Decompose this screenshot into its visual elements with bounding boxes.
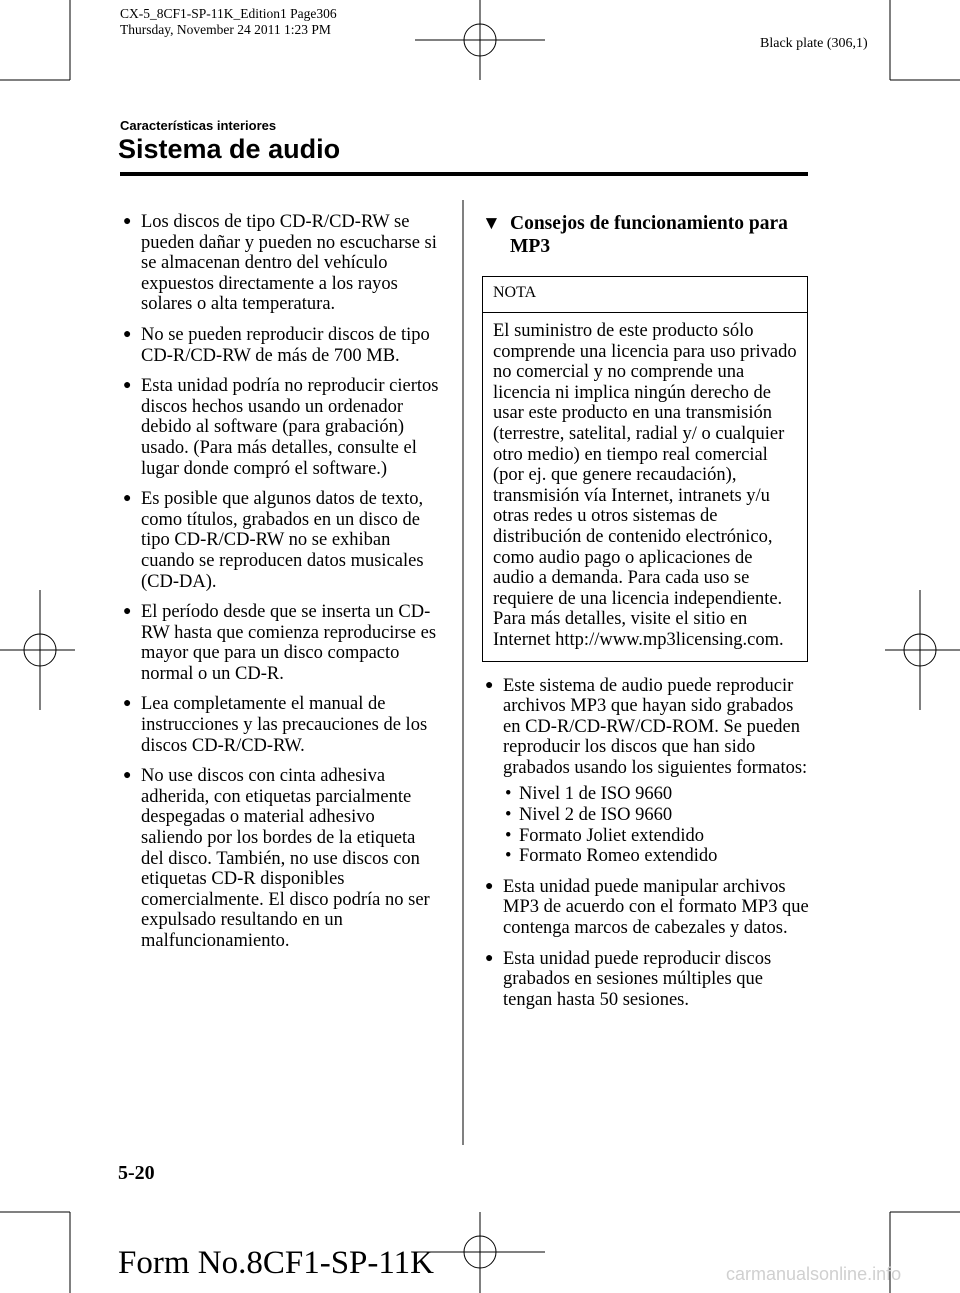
- print-meta-line-2: Thursday, November 24 2011 1:23 PM: [120, 22, 331, 37]
- bullet-icon: ●: [123, 214, 132, 229]
- list-item-text: No se pueden reproducir discos de tipo CD-R/CD-RW de más de 700 MB.: [141, 324, 430, 366]
- form-number: Form No.8CF1-SP-11K: [118, 1245, 434, 1281]
- list-item-text: Lea completamente el manual de instrucciones y las precauciones de los discos CD-R/CD-RW.: [141, 694, 428, 756]
- right-column: [482, 212, 812, 1020]
- bullet-icon: ●: [123, 604, 132, 620]
- bullet-icon: ●: [485, 950, 494, 966]
- print-meta: [120, 6, 337, 38]
- sub-list-item-text: Formato Joliet extendido: [519, 825, 704, 846]
- list-item: [482, 877, 812, 939]
- subheading: [482, 212, 812, 258]
- list-item: [120, 212, 440, 315]
- left-column: [120, 212, 440, 962]
- note-box: [482, 276, 808, 662]
- small-bullet-icon: •: [505, 805, 512, 826]
- list-item-text: Este sistema de audio puede reproducir archivos MP3 que hayan sido grabados en CD-R/CD-RW/CD-ROM. Se pueden reproducir los discos que han sido grabados usando los siguientes formatos:: [503, 675, 808, 778]
- bullet-icon: ●: [485, 677, 494, 693]
- small-bullet-icon: •: [505, 784, 512, 805]
- list-item-text: Esta unidad puede reproducir discos grabados en sesiones múltiples que tengan hasta 50 sesiones.: [503, 948, 772, 1010]
- small-bullet-icon: •: [505, 825, 512, 846]
- small-bullet-icon: •: [505, 846, 512, 867]
- list-item: [120, 602, 440, 684]
- bullet-icon: ●: [123, 768, 132, 784]
- bullet-icon: ●: [123, 326, 132, 342]
- list-item-text: Los discos de tipo CD-R/CD-RW se pueden dañar y pueden no escucharse si se almacenan dentro del vehículo expuestos directamente a los rayos solares o alta temperatura.: [141, 212, 437, 315]
- triangle-down-icon: ▼: [482, 213, 501, 234]
- bullet-icon: ●: [123, 378, 132, 394]
- watermark: carmanualsonline.info: [726, 1264, 902, 1284]
- list-item: [482, 676, 812, 867]
- bullet-icon: ●: [485, 878, 494, 894]
- sub-list-item: [503, 784, 812, 805]
- sub-list-item-text: Nivel 2 de ISO 9660: [519, 805, 673, 826]
- list-item: [482, 949, 812, 1011]
- plate-label: Black plate (306,1): [760, 36, 868, 51]
- sub-list-item: [503, 805, 812, 826]
- sub-list-item: [503, 826, 812, 847]
- section-label: Características interiores: [120, 118, 277, 133]
- sub-list-item-text: Nivel 1 de ISO 9660: [519, 784, 673, 805]
- sub-list-item-text: Formato Romeo extendido: [519, 846, 718, 867]
- list-item-text: Esta unidad puede manipular archivos MP3 de acuerdo con el formato MP3 que contenga marcos de cabezales y datos.: [503, 876, 809, 939]
- page-title: Sistema de audio: [118, 134, 341, 164]
- list-item: [120, 325, 440, 366]
- bullet-icon: ●: [123, 491, 132, 507]
- sub-list: [503, 784, 812, 866]
- bullet-icon: ●: [123, 696, 132, 712]
- list-item: [120, 489, 440, 592]
- page-number: 5-20: [118, 1162, 155, 1184]
- title-rule: [120, 172, 808, 176]
- list-item-text: Es posible que algunos datos de texto, como títulos, grabados en un disco de tipo CD-R/CD-RW no se exhiban cuando se reproducen datos musicales (CD-DA).: [141, 489, 424, 592]
- list-item-text: El período desde que se inserta un CD-RW hasta que comienza reproducirse es mayor que para un disco compacto normal o un CD-R.: [141, 602, 437, 684]
- note-body: El suministro de este producto sólo comprende una licencia para uso privado no comercial y no comprende una licencia ni implica ningún derecho de usar este producto en una transmisión (terrestre, satelital, radial y/ o cualquier otro medio) en tiempo real comercial (por ej. que genere recaudación), transmisión vía Internet, intranets y/u otras redes u otros sistemas de distribución de contenido electrónico, como audio pago o aplicaciones de audio a demanda. Para cada uso se requiere de una licencia independiente. Para más detalles, visite el sitio en Internet http://www.mp3licensing.com.: [493, 321, 797, 650]
- list-item: [120, 376, 440, 479]
- list-item-text: Esta unidad podría no reproducir ciertos discos hechos usando un ordenador debido al software (para grabación) usado. (Para más detalles, consulte el lugar donde compró el software.): [141, 376, 439, 479]
- subheading-text: Consejos de funcionamiento para MP3: [510, 213, 788, 257]
- list-item-text: No use discos con cinta adhesiva adherida, con etiquetas parcialmente despegadas o material adhesivo saliendo por los bordes de la etiqueta del disco. También, no use discos con etiquetas CD-R disponibles comercialmente. El disco podría no ser expulsado resultando en un malfuncionamiento.: [141, 766, 430, 951]
- note-label: NOTA: [483, 277, 807, 313]
- print-meta-line-1: CX-5_8CF1-SP-11K_Edition1 Page306: [120, 6, 337, 21]
- list-item: [120, 766, 440, 951]
- sub-list-item: [503, 846, 812, 867]
- list-item: [120, 694, 440, 756]
